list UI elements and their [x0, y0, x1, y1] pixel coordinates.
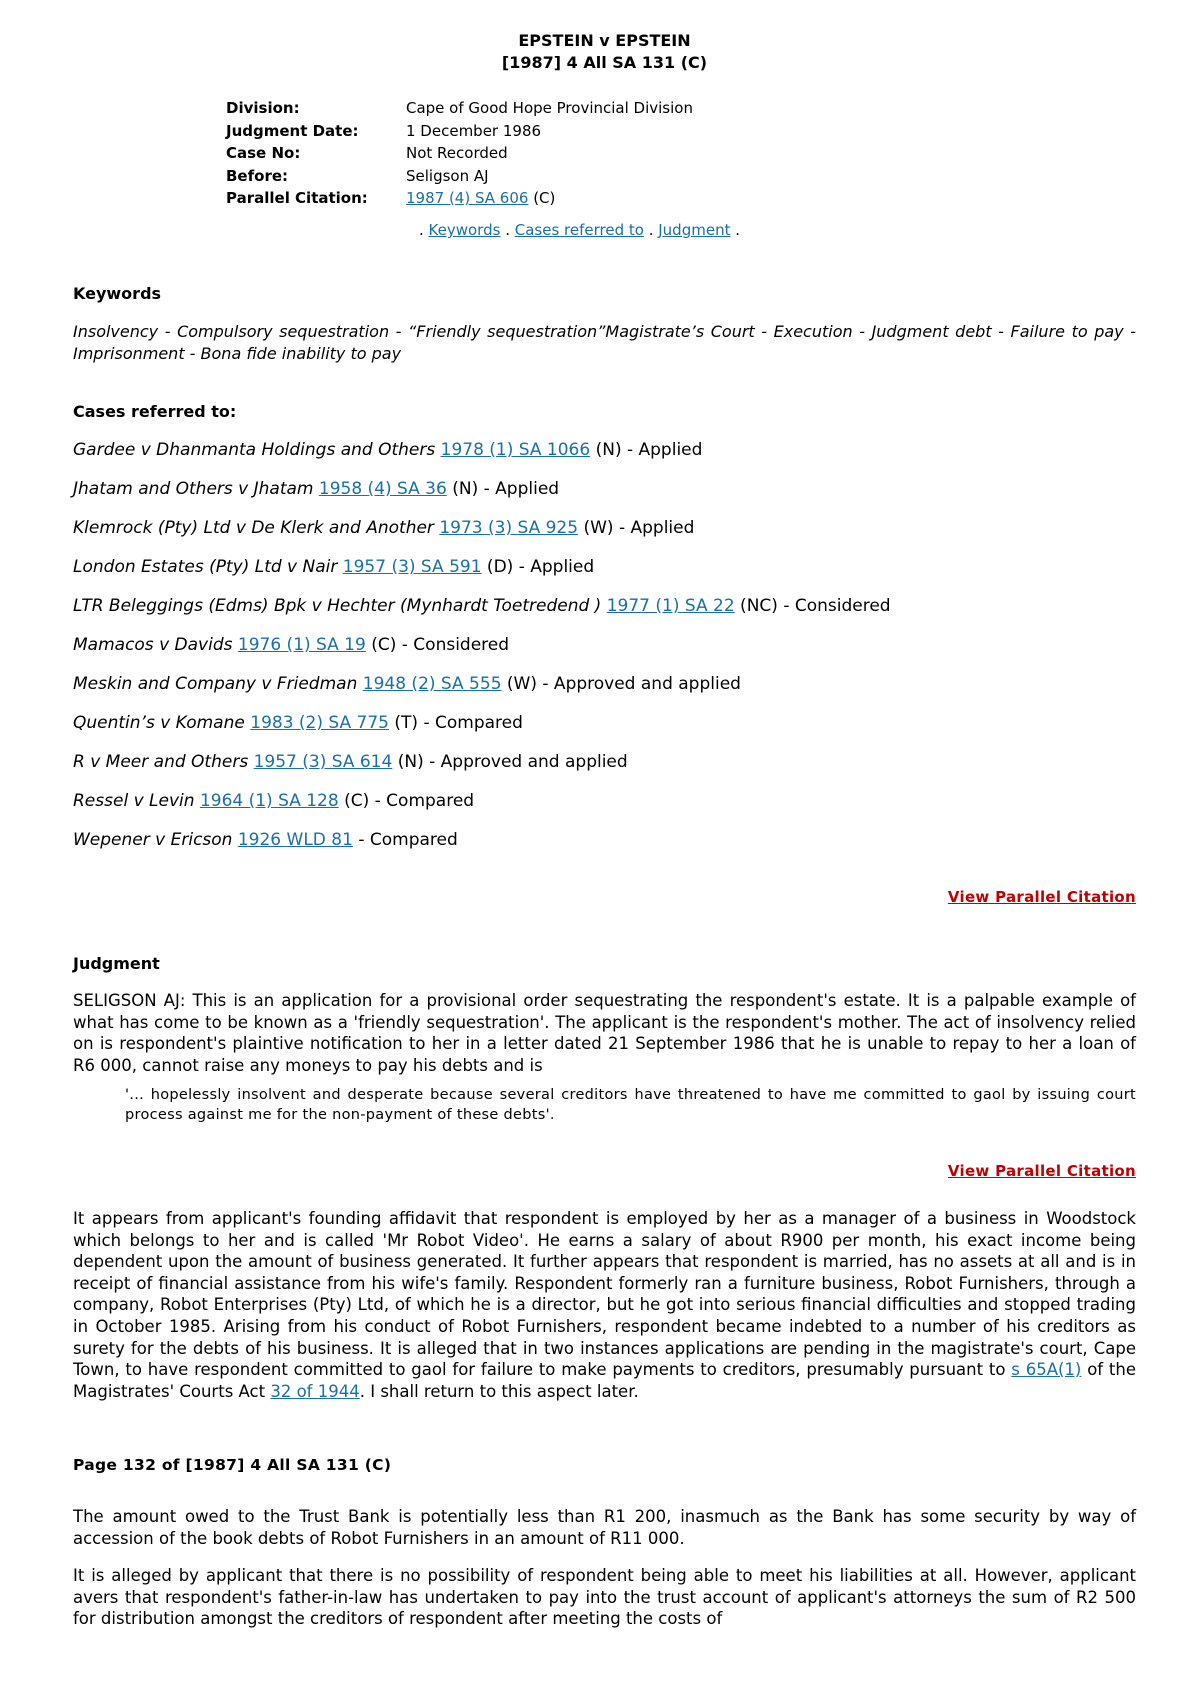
case-item: [73, 634, 891, 673]
paragraph-text: It appears from applicant's founding affidavit that respondent is employed by her as a manager of a business in Woodstock which belongs to her and is called 'Mr Robot Video'. He earns a salary of about R900 per month, his exact income being dependent upon the amount of business generated. It further appears that respondent is married, has no assets at all and is in receipt of financial assistance from his wife's family. Respondent formerly ran a furniture business, Robot Furnishers, through a company, Robot Enterprises (Pty) Ltd, of which he is a director, but he got into serious financial difficulties and stopped trading in October 1985. Arising from his conduct of Robot Furnishers, respondent became indebted to a number of his creditors as surety for the debts of his business. It is alleged that in two instances applications are pending in the magistrate's court, Cape Town, to have respondent committed to gaol for failure to make payments to creditors, presumably pursuant to: [73, 1209, 1136, 1380]
parallel-citation-suffix: (C): [528, 189, 556, 207]
case-citation-link[interactable]: 1978 (1) SA 1066: [440, 440, 591, 460]
meta-label: Parallel Citation:: [226, 189, 368, 207]
case-name: Wepener v Ericson: [73, 830, 233, 850]
case-treatment: (T) - Compared: [389, 713, 523, 733]
meta-row-case-no: [226, 144, 693, 167]
case-name: R v Meer and Others: [73, 752, 249, 772]
case-citation-link[interactable]: 1957 (3) SA 614: [253, 752, 393, 772]
view-parallel-citation-link[interactable]: View Parallel Citation: [947, 1162, 1136, 1180]
meta-value: 1 December 1986: [406, 121, 542, 140]
case-item: [73, 673, 891, 712]
case-citation-link[interactable]: 1976 (1) SA 19: [237, 635, 366, 655]
case-citation: [1987] 4 All SA 131 (C): [501, 53, 708, 72]
judgment-paragraph: The amount owed to the Trust Bank is potentially less than R1 200, inasmuch as the Bank has some security by way of accession of the book debts of Robot Furnishers in an amount of R11 000.: [73, 1507, 1136, 1548]
section-nav: [419, 221, 740, 239]
case-name: Jhatam and Others v Jhatam: [73, 479, 314, 499]
judgment-paragraph: [73, 1208, 1136, 1402]
statute-act-link[interactable]: 32 of 1944: [270, 1381, 360, 1401]
case-name: Ressel v Levin: [73, 791, 195, 811]
case-treatment: - Compared: [352, 830, 458, 850]
case-item: [73, 790, 891, 829]
case-item: [73, 751, 891, 790]
parallel-citation-link[interactable]: 1987 (4) SA 606: [406, 189, 529, 207]
meta-row-division: [226, 99, 693, 122]
case-item: [73, 439, 891, 478]
paragraph-text: . I shall return to this aspect later.: [359, 1381, 639, 1401]
nav-link-keywords[interactable]: Keywords: [428, 221, 501, 239]
case-citation-link[interactable]: 1957 (3) SA 591: [342, 557, 482, 577]
meta-label: Before:: [226, 166, 289, 185]
case-treatment: (W) - Approved and applied: [501, 674, 741, 694]
meta-row-judgment-date: [226, 122, 693, 145]
case-item: [73, 829, 891, 868]
case-citation-link[interactable]: 1948 (2) SA 555: [362, 674, 502, 694]
case-item: [73, 478, 891, 517]
case-citation-link[interactable]: 1926 WLD 81: [237, 830, 353, 850]
case-treatment: (NC) - Considered: [734, 596, 891, 616]
page-marker: Page 132 of [1987] 4 All SA 131 (C): [73, 1456, 392, 1474]
case-item: [73, 517, 891, 556]
nav-separator: .: [500, 221, 515, 239]
judgment-paragraph: SELIGSON AJ: This is an application for a provisional order sequestrating the respondent's estate. It is a palpable example of what has come to be known as a 'friendly sequestration'. The applicant is the respondent's mother. The act of insolvency relied on is respondent's plaintive notification to her in a letter dated 21 September 1986 that he is unable to repay to her a loan of R6 000, cannot raise any moneys to pay his debts and is: [73, 991, 1136, 1075]
meta-label: Division:: [226, 99, 300, 117]
case-name: Quentin’s v Komane: [73, 713, 245, 733]
case-name: London Estates (Pty) Ltd v Nair: [73, 557, 338, 577]
document-header: [73, 30, 1136, 74]
case-item: [73, 712, 891, 751]
case-title: EPSTEIN v EPSTEIN: [518, 31, 691, 50]
case-metadata: [226, 99, 693, 212]
case-treatment: (N) - Applied: [590, 440, 703, 460]
case-treatment: (C) - Compared: [338, 791, 475, 811]
meta-value: Seligson AJ: [406, 166, 489, 185]
case-citation-link[interactable]: 1983 (2) SA 775: [250, 713, 389, 733]
statute-section-link[interactable]: s 65A(1): [1011, 1360, 1082, 1380]
case-name: Klemrock (Pty) Ltd v De Klerk and Another: [73, 518, 434, 538]
keywords-heading: Keywords: [73, 284, 162, 303]
meta-label: Judgment Date:: [226, 121, 359, 140]
nav-separator: .: [643, 221, 659, 239]
case-treatment: (D) - Applied: [481, 557, 595, 577]
case-name: Gardee v Dhanmanta Holdings and Others: [73, 440, 436, 460]
case-item: [73, 595, 891, 634]
judgment-heading: Judgment: [73, 954, 160, 973]
case-name: Mamacos v Davids: [73, 635, 233, 655]
case-citation-link[interactable]: 1977 (1) SA 22: [606, 596, 735, 616]
case-citation-link[interactable]: 1973 (3) SA 925: [439, 518, 579, 538]
case-citation-link[interactable]: 1964 (1) SA 128: [199, 791, 339, 811]
view-parallel-citation-link[interactable]: View Parallel Citation: [947, 888, 1136, 906]
judgment-paragraph: It is alleged by applicant that there is no possibility of respondent being able to meet his liabilities at all. However, applicant avers that respondent's father-in-law has undertaken to pay into the trust account of applicant's attorneys the sum of R2 500 for distribution amongst the creditors of respondent after meeting the costs of: [73, 1566, 1136, 1629]
meta-value: [406, 189, 555, 212]
keywords-text: Insolvency - Compulsory sequestration - “Friendly sequestration”Magistrate’s Court - Execution - Judgment debt - Failure to pay - Imprisonment - Bona fide inability to pay: [73, 322, 1136, 363]
meta-label: Case No:: [226, 144, 301, 162]
nav-link-judgment[interactable]: Judgment: [658, 221, 731, 239]
cases-heading: Cases referred to:: [73, 402, 237, 421]
case-treatment: (W) - Applied: [578, 518, 695, 538]
meta-value: Not Recorded: [406, 144, 508, 162]
case-citation-link[interactable]: 1958 (4) SA 36: [318, 479, 447, 499]
judgment-quote: '... hopelessly insolvent and desperate because several creditors have threatened to have me committed to gaol by issuing court process against me for the non-payment of these debts'.: [125, 1087, 1136, 1123]
nav-separator: .: [419, 221, 429, 239]
case-name: LTR Beleggings (Edms) Bpk v Hechter (Mynhardt Toetredend ): [73, 596, 602, 616]
case-treatment: (C) - Considered: [365, 635, 510, 655]
nav-link-cases[interactable]: Cases referred to: [514, 221, 644, 239]
case-item: [73, 556, 891, 595]
case-treatment: (N) - Approved and applied: [392, 752, 628, 772]
meta-value: Cape of Good Hope Provincial Division: [406, 99, 693, 117]
case-name: Meskin and Company v Friedman: [73, 674, 358, 694]
meta-row-parallel-citation: [226, 189, 693, 212]
case-treatment: (N) - Applied: [446, 479, 560, 499]
meta-row-before: [226, 167, 693, 190]
paragraph-text: of the Magistrates' Courts Act: [73, 1360, 1136, 1401]
nav-separator: .: [730, 221, 740, 239]
cases-list: [73, 439, 891, 868]
